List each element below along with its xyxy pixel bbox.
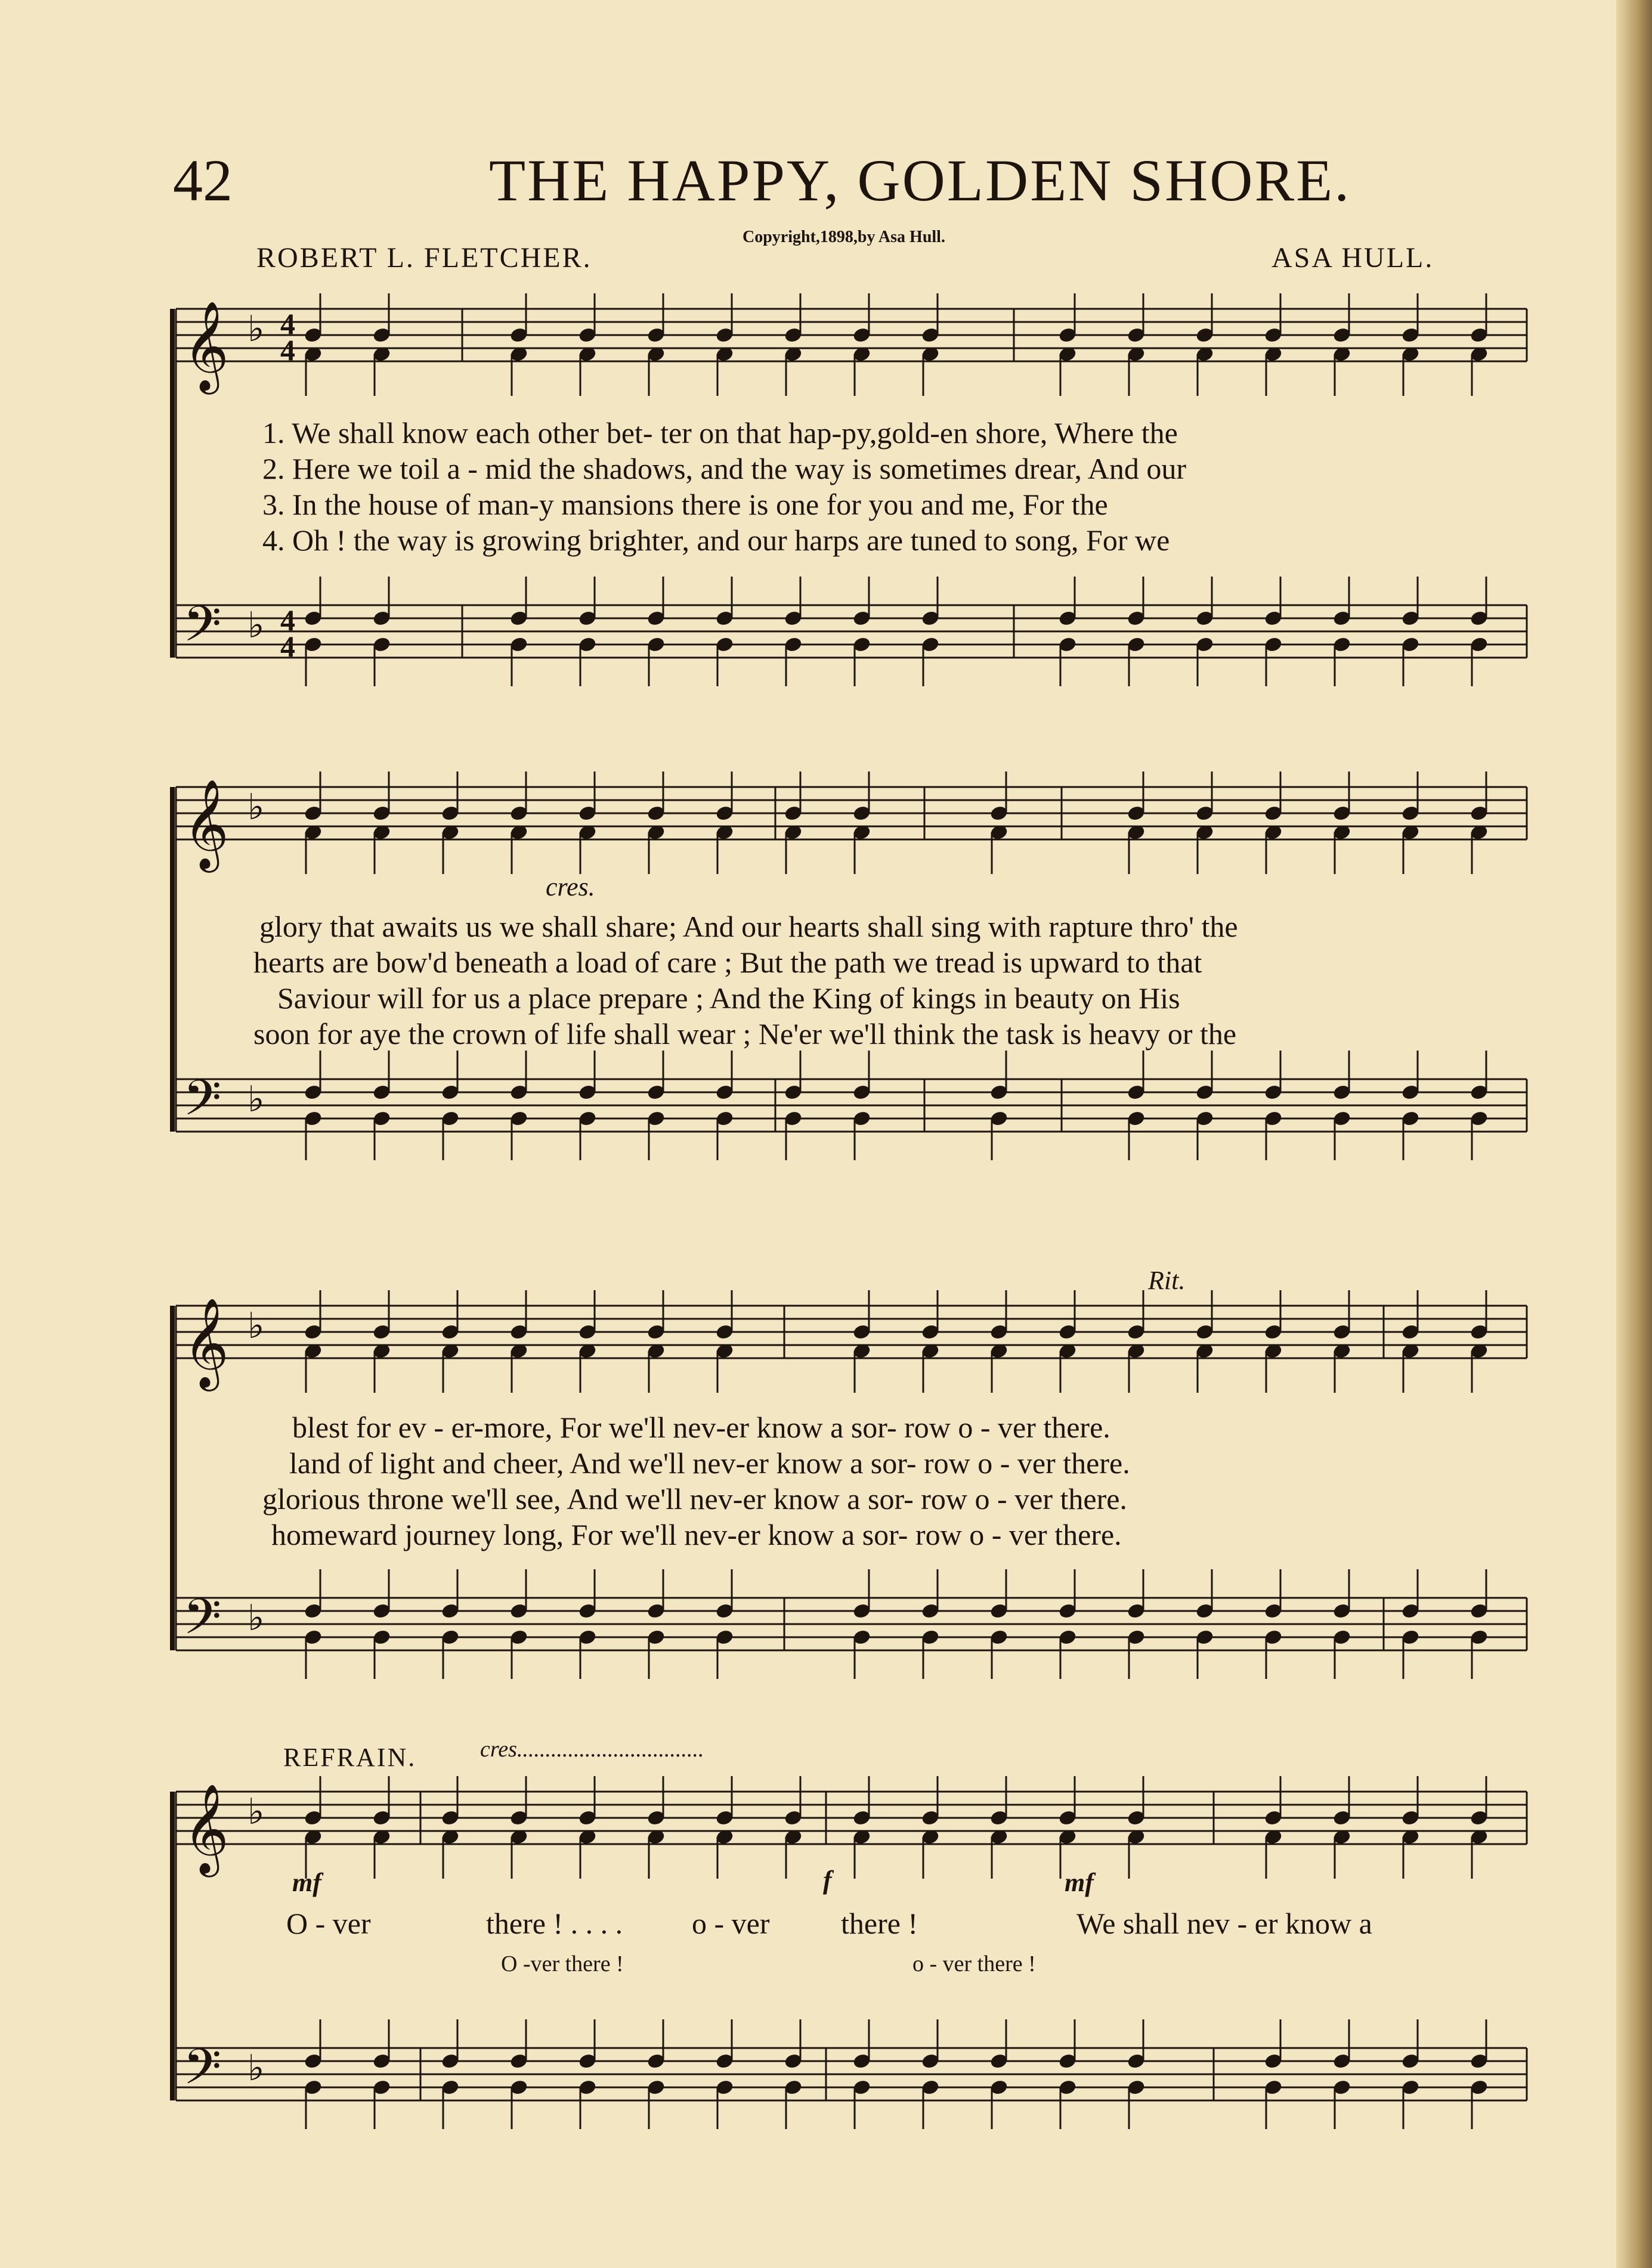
- treble-clef: 𝄞: [183, 300, 229, 391]
- bass-clef: 𝄢: [183, 2038, 222, 2108]
- flat-sign: ♭: [248, 1792, 265, 1832]
- cres-marking: cres.................................: [480, 1737, 704, 1762]
- lyricist-credit: ROBERT L. FLETCHER.: [256, 242, 592, 274]
- verse-line: 4. Oh ! the way is growing brighter, and our harps are tuned to song, For we: [262, 523, 1170, 557]
- verse-line: land of light and cheer, And we'll nev-er know a sor- row o - ver there.: [289, 1446, 1130, 1480]
- refrain-lyric: We shall nev - er know a: [1076, 1907, 1372, 1940]
- time-signature-bottom: 4: [280, 333, 295, 367]
- treble-clef: 𝄞: [183, 1297, 229, 1387]
- bass-clef: 𝄢: [183, 1588, 222, 1657]
- time-signature-top: 4: [280, 603, 295, 637]
- refrain-lyric: o - ver: [692, 1907, 770, 1940]
- cres-marking: cres.: [546, 872, 595, 901]
- rit-marking: Rit.: [1148, 1266, 1186, 1295]
- treble-clef: 𝄞: [183, 1783, 229, 1873]
- flat-sign: ♭: [248, 788, 265, 827]
- refrain-label: REFRAIN.: [283, 1743, 417, 1772]
- verse-line: homeward journey long, For we'll nev-er know a sor- row o - ver there.: [271, 1518, 1122, 1551]
- refrain-lyric: there ! . . . .: [486, 1907, 623, 1940]
- time-signature-top: 4: [280, 307, 295, 340]
- bass-clef: 𝄢: [183, 1069, 222, 1139]
- verse-line: 2. Here we toil a - mid the shadows, and the way is sometimes drear, And our: [262, 452, 1187, 485]
- dynamic-mf: mf: [292, 1868, 321, 1897]
- dynamic-f: f: [823, 1866, 832, 1895]
- page-number: 42: [173, 147, 233, 213]
- verse-line: Saviour will for us a place prepare ; And the King of kings in beauty on His: [277, 981, 1180, 1015]
- flat-sign: ♭: [248, 1306, 265, 1346]
- verse-line: soon for aye the crown of life shall wear ; Ne'er we'll think the task is heavy or the: [253, 1017, 1237, 1051]
- verse-line: hearts are bow'd beneath a load of care ; But the path we tread is upward to that: [253, 946, 1202, 979]
- verse-line: blest for ev - er-more, For we'll nev-er know a sor- row o - ver there.: [292, 1411, 1110, 1444]
- verse-line: 1. We shall know each other bet- ter on that hap-py,gold-en shore, Where the: [262, 416, 1178, 450]
- treble-clef: 𝄞: [183, 778, 229, 869]
- flat-sign: ♭: [248, 2049, 265, 2088]
- flat-sign: ♭: [248, 309, 265, 349]
- time-signature-bottom: 4: [280, 630, 295, 663]
- echo-lyric: O -ver there !: [501, 1951, 624, 1976]
- refrain-lyric: O - ver: [286, 1907, 371, 1940]
- hymn-title: THE HAPPY, GOLDEN SHORE.: [489, 147, 1351, 213]
- refrain-lyric: there !: [841, 1907, 918, 1940]
- verse-line: glory that awaits us we shall share; And our hearts shall sing with rapture thro' the: [259, 910, 1238, 943]
- composer-credit: ASA HULL.: [1272, 242, 1434, 274]
- flat-sign: ♭: [248, 1080, 265, 1119]
- verse-line: glorious throne we'll see, And we'll nev-er know a sor- row o - ver there.: [262, 1482, 1127, 1516]
- verse-line: 3. In the house of man-y mansions there is one for you and me, For the: [262, 488, 1108, 521]
- bass-clef: 𝄢: [183, 595, 222, 665]
- dynamic-mf: mf: [1065, 1868, 1094, 1897]
- flat-sign: ♭: [248, 1598, 265, 1638]
- copyright-notice: Copyright,1898,by Asa Hull.: [743, 228, 945, 246]
- echo-lyric: o - ver there !: [912, 1951, 1036, 1976]
- flat-sign: ♭: [248, 606, 265, 645]
